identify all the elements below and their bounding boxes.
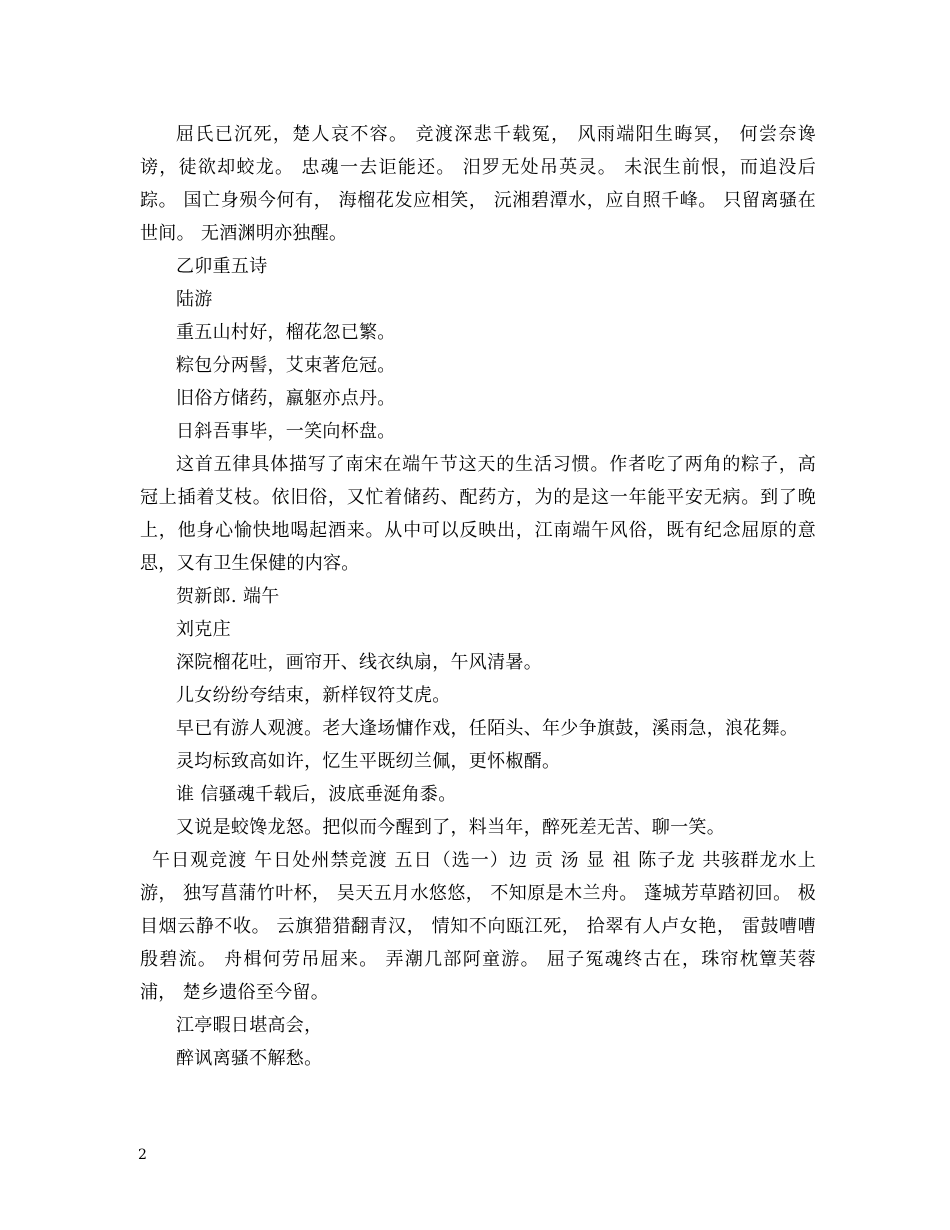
poem-line: 深院榴花吐，画帘开、线衣纨扇，午风清暑。 <box>176 652 542 673</box>
poem-title: 乙卯重五诗 <box>176 256 268 277</box>
poem-line: 又说是蛟馋龙怒。把似而今醒到了，料当年，醉死差无苦、聊一笑。 <box>176 817 725 838</box>
poem-line: 江亭暇日堪高会， <box>176 1015 323 1036</box>
paragraph: 屈氏已沉死，楚人哀不容。 竞渡深悲千载冤， 风雨端阳生晦冥， 何尝奈谗谤，徒欲却蛟龙。 忠魂一去讵能还。 汨罗无处吊英灵。 未泯生前恨，而追没后踪。 国亡身殒今何有， 海榴花发应相笑， 沅湘碧潭水，应自照千峰。 只留离骚在世间。 无酒渊明亦独醒。 <box>140 124 816 244</box>
poem-line: 日斜吾事毕，一笑向杯盘。 <box>176 421 396 442</box>
poem-line: 粽包分两髻，艾束著危冠。 <box>176 355 396 376</box>
poem-line: 儿女纷纷夸结束，新样钗符艾虎。 <box>176 685 451 706</box>
poem-line: 醉讽离骚不解愁。 <box>176 1048 323 1069</box>
poem-line: 早已有游人观渡。老大逢场慵作戏，任陌头、年少争旗鼓，溪雨急，浪花舞。 <box>176 718 799 739</box>
poem-title: 贺新郎. 端午 <box>176 586 280 607</box>
poem-author: 陆游 <box>176 289 213 310</box>
poem-author: 刘克庄 <box>176 619 231 640</box>
poem-line: 旧俗方储药，羸躯亦点丹。 <box>176 388 396 409</box>
page-number: 2 <box>138 1147 147 1163</box>
poem-line: 灵均标致高如许，忆生平既纫兰佩，更怀椒醑。 <box>176 751 561 772</box>
paragraph: 午日观竞渡 午日处州禁竞渡 五日（选一）边 贡 汤 显 祖 陈子龙 共骇群龙水上游， 独写菖蒲竹叶杯， 吴天五月水悠悠， 不知原是木兰舟。 蓬城芳草踏初回。 极目烟云静不收。 云旗猎猎翻青汉， 情知不向瓯江死， 拾翠有人卢女艳， 雷鼓嘈嘈殷碧流。 舟楫何劳吊屈来。 弄潮几部阿童游。 屈子冤魂终古在，珠帘枕簟芙蓉浦， 楚乡遗俗至今留。 <box>140 850 816 1003</box>
poem-line: 谁 信骚魂千载后，波底垂涎角黍。 <box>176 784 457 805</box>
commentary-paragraph: 这首五律具体描写了南宋在端午节这天的生活习惯。作者吃了两角的粽子，高冠上插着艾枝。依旧俗，又忙着储药、配药方，为的是这一年能平安无病。到了晚上，他身心愉快地喝起酒来。从中可以反映出，江南端午风俗，既有纪念屈原的意思，又有卫生保健的内容。 <box>140 454 816 574</box>
poem-line: 重五山村好，榴花忽已繁。 <box>176 322 396 343</box>
document-body <box>140 118 816 1075</box>
